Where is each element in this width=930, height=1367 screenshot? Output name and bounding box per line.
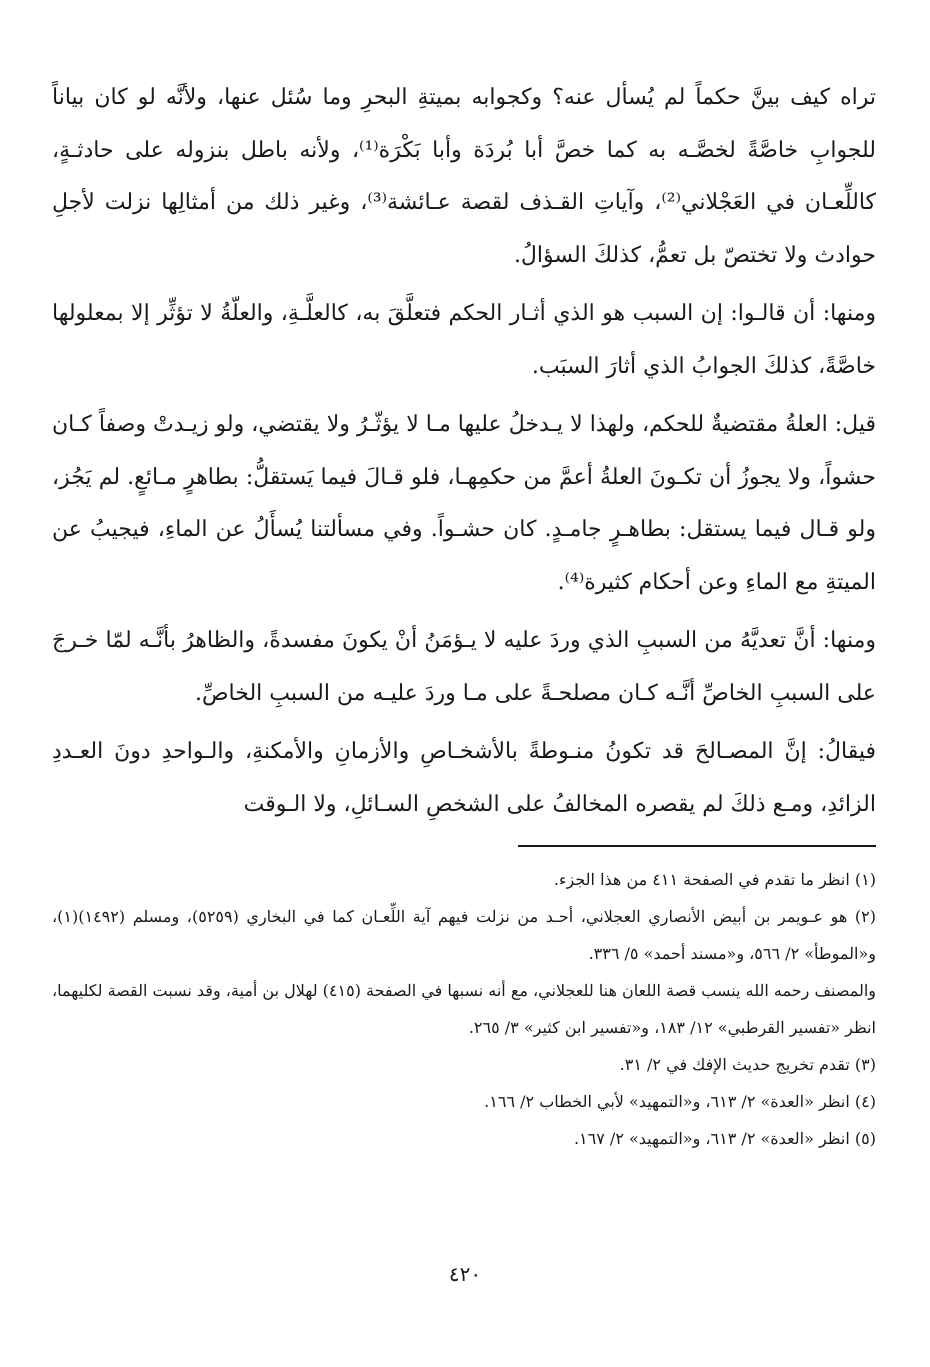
book-page — [52, 72, 876, 1352]
paragraph: ومنها: أنَّ تعديَّهُ من السببِ الذي وردَ عليه لا يـؤمَنُ أنْ يكونَ مفسدةً، والظاهرُ بأنَّـه لمّا خـرجَ على السببِ الخاصِّ أنَّـه كـان مصلحـةً على مـا وردَ عليـه من السببِ الخاصِّ. — [52, 628, 876, 706]
paragraph: قيل: العلةُ مقتضيةٌ للحكم، ولهذا لا يـدخلُ عليها مـا لا يؤثّـرُ ولا يقتضي، ولو زيـدتْ وصفاً كـان حشواً، ولا يجوزُ أن تكـونَ العلةُ أعمَّ من حكمِهـا، فلو قـالَ فيما يَستقلُّ: بطاهرٍ مـائعٍ. لم يَجُز، ولو قـال فيما يستقل: بطاهـرٍ جامـدٍ. كان حشـواً. وفي مسألتنا يُسأَلُ عن الماءِ، فيجيبُ عن الميتةِ مع الماءِ وعن أحكام كثيرة⁽⁴⁾. — [52, 412, 876, 595]
footnote: (٤) انظر «العدة» ٢/ ٦١٣، و«التمهيد» لأبي الخطاب ٢/ ١٦٦. — [484, 1092, 876, 1111]
footnote: (٥) انظر «العدة» ٢/ ٦١٣، و«التمهيد» ٢/ ١٦٧. — [573, 1129, 876, 1148]
paragraph: تراه كيف بينَّ حكماً لم يُسأل عنه؟ وكجوابه بميتةِ البحرِ وما سُئل عنها، ولأنَّه لو كان بياناً للجوابِ خاصَّةً لخصَّـه به كما خصَّ أبا بُردَة وأبا بَكْرَة⁽¹⁾، ولأنه باطل بنزوله على حادثـةٍ، كاللِّعـان في العَجْلاني⁽²⁾، وآياتِ القـذف لقصة عـائشة⁽³⁾، وغير ذلك من أمثالِها نزلت لأجلِ حوادث ولا تختصّ بل تعمُّ، كذلكَ السؤالُ. — [52, 85, 876, 268]
footnote: والمصنف رحمه الله ينسب قصة اللعان هنا للعجلاني، مع أنه نسبها في الصفحة (٤١٥) لهلال بن أمية، وقد نسبت القصة لكليهما، انظر «تفسير القرطبي» ١٢/ ١٨٣، و«تفسير ابن كثير» ٣/ ٢٦٥. — [52, 981, 877, 1037]
page-number: ٤٢٠ — [448, 1262, 482, 1286]
footnote: (٣) تقدم تخريج حديث الإفك في ٢/ ٣١. — [619, 1055, 876, 1074]
main-text — [52, 72, 876, 831]
footnote: (١) انظر ما تقدم في الصفحة ٤١١ من هذا الجزء. — [553, 870, 876, 889]
footnote: (٢) هو عـويمر بن أبيض الأنصاري العجلاني، أحـد من نزلت فيهم آية اللِّعـان كما في البخاري (٥٢٥٩)، ومسلم (١٤٩٢)(١)، و«الموطأ» ٢/ ٥٦٦، و«مسند أحمد» ٥/ ٣٣٦. — [52, 907, 876, 963]
paragraph: ومنها: أن قالـوا: إن السبب هو الذي أثـار الحكم فتعلَّقَ به، كالعلَّـةِ، والعلّةُ لا تؤثِّر إلا بمعلولها خاصَّةً، كذلكَ الجوابُ الذي أثارَ السبَب. — [52, 301, 876, 379]
paragraph: فيقالُ: إنَّ المصـالحَ قد تكونُ منـوطةً بالأشخـاصِ والأزمانِ والأمكنةِ، والـواحدِ دونَ العـددِ الزائدِ، ومـع ذلكَ لم يقصره المخالفُ على الشخصِ السـائلِ، ولا الـوقت — [52, 739, 876, 817]
footnote-separator — [518, 845, 876, 847]
footnotes — [52, 861, 876, 1157]
